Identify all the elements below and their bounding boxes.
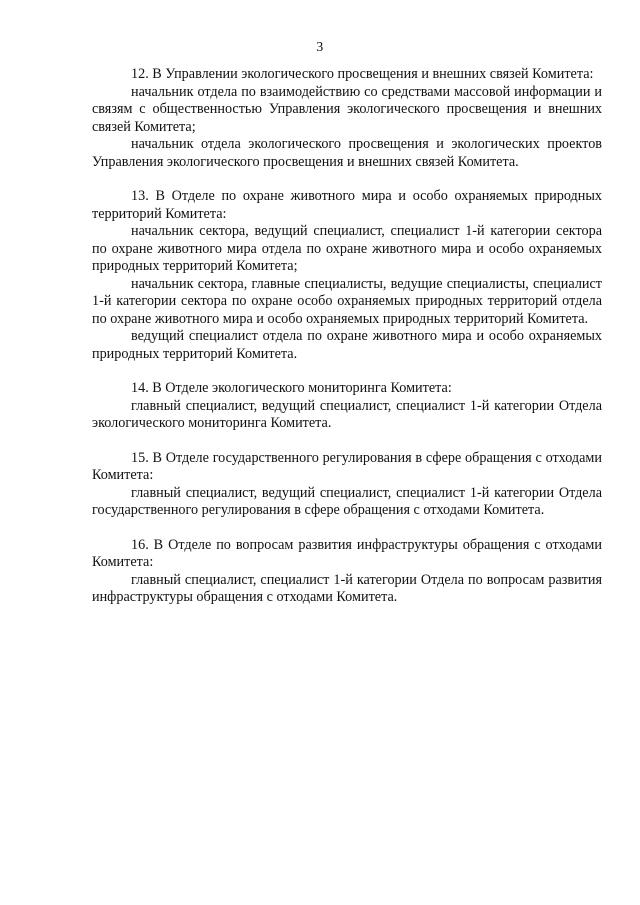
section-heading: 14. В Отделе экологического мониторинга Комитета: bbox=[131, 380, 452, 396]
paragraph: ведущий специалист отдела по охране животного мира и особо охраняемых природных территорий Комитета. bbox=[92, 328, 602, 362]
paragraph: начальник сектора, ведущий специалист, специалист 1-й категории сектора по охране животного мира отдела по охране животного мира и особо охраняемых природных территорий Комитета; bbox=[92, 223, 602, 274]
paragraph: главный специалист, ведущий специалист, специалист 1-й категории Отдела экологического мониторинга Комитета. bbox=[92, 397, 602, 431]
paragraph: главный специалист, ведущий специалист, специалист 1-й категории Отдела государственного регулирования в сфере обращения с отходами Комитета. bbox=[92, 484, 602, 518]
paragraph: начальник отдела по взаимодействию со средствами массовой информации и связям с общественностью Управления экологического просвещения и внешних связей Комитета; bbox=[92, 83, 602, 135]
paragraph: главный специалист, специалист 1-й категории Отдела по вопросам развития инфраструктуры обращения с отходами Комитета. bbox=[92, 571, 602, 605]
section-heading: 15. В Отделе государственного регулирования в сфере обращения с отходами Комитета: bbox=[92, 449, 602, 483]
section-12 bbox=[92, 66, 602, 171]
section-13 bbox=[92, 188, 602, 363]
section-14 bbox=[92, 380, 602, 433]
section-heading: 13. В Отделе по охране животного мира и особо охраняемых природных территорий Комитета: bbox=[92, 188, 602, 222]
paragraph: начальник отдела экологического просвещения и экологических проектов Управления экологического просвещения и внешних связей Комитета. bbox=[92, 136, 602, 170]
section-15 bbox=[92, 450, 602, 520]
section-heading: 16. В Отделе по вопросам развития инфраструктуры обращения с отходами Комитета: bbox=[92, 536, 602, 570]
paragraph: начальник сектора, главные специалисты, ведущие специалисты, специалист 1-й категории сектора по охране особо охраняемых природных территорий отдела по охране животного мира и особо охраняемых природных территорий Комитета. bbox=[92, 275, 602, 327]
section-16 bbox=[92, 537, 602, 607]
section-heading: 12. В Управлении экологического просвещения и внешних связей Комитета: bbox=[131, 66, 594, 82]
document-body bbox=[92, 66, 602, 624]
page-number: 3 bbox=[316, 40, 324, 55]
